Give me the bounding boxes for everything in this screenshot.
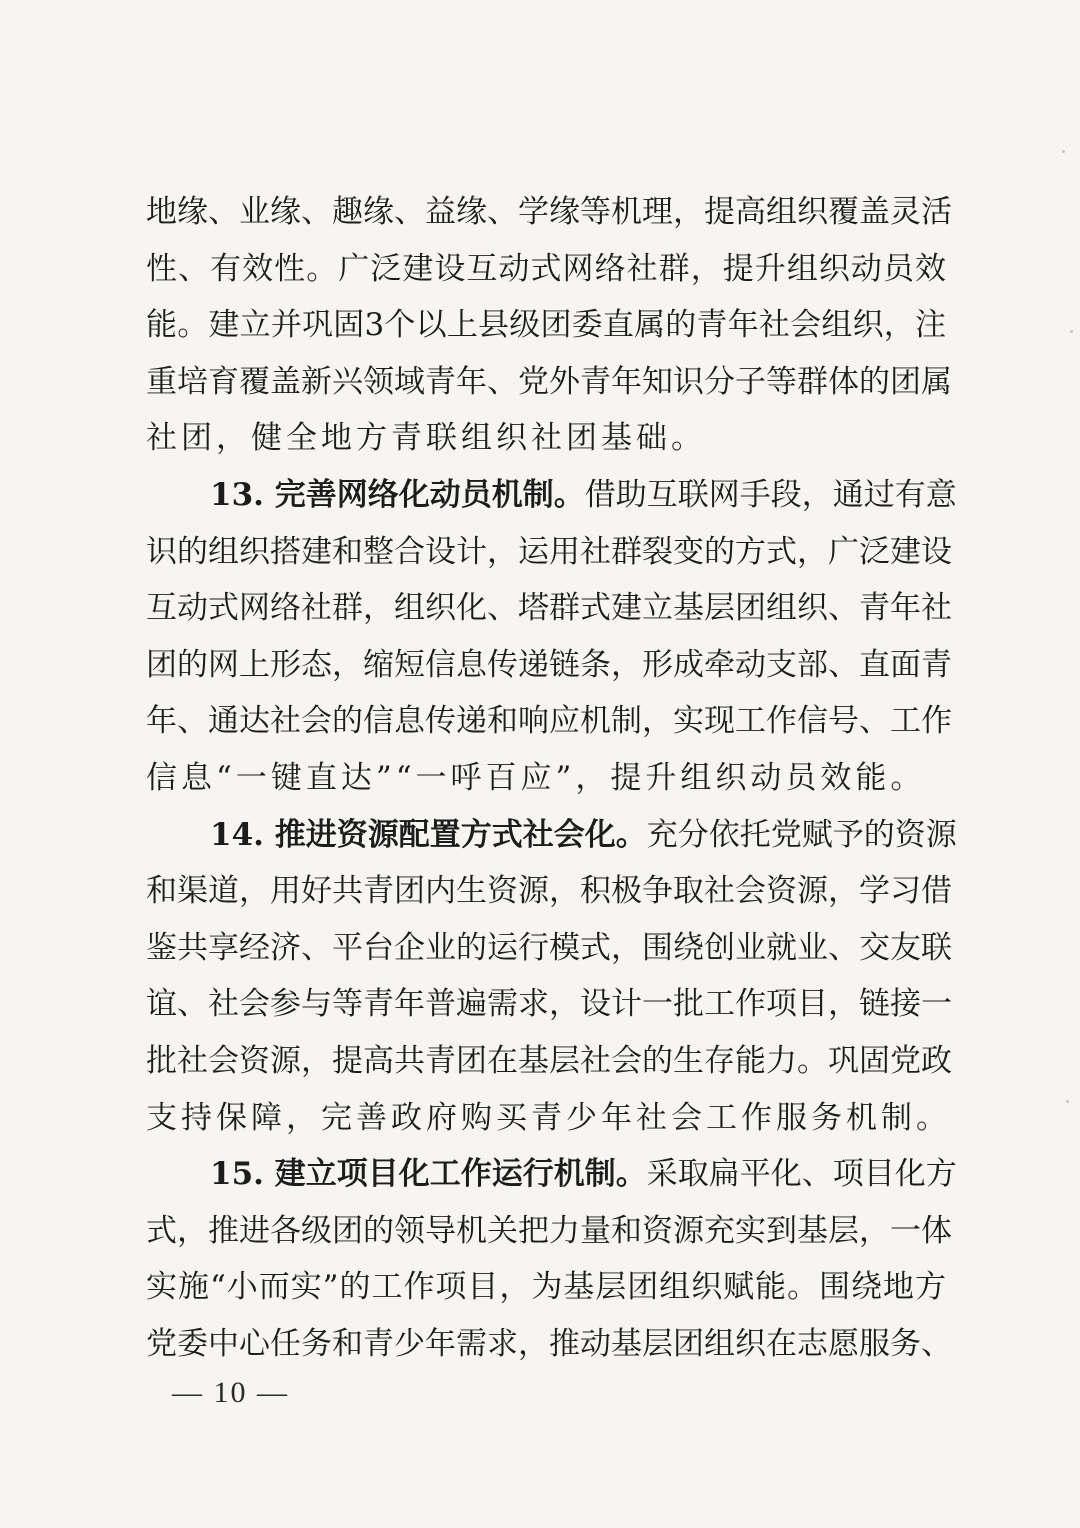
section-first-line	[146, 1146, 957, 1203]
paragraph-text: 信息“一键直达”“一呼百应”，提升组织动员效能。	[146, 759, 926, 796]
paragraph-text: 采取扁平化、项目化方	[646, 1156, 957, 1193]
body-text-line	[146, 976, 952, 1033]
body-text-line	[146, 863, 952, 920]
paragraph-text: 和渠道，用好共青团内生资源，积极争取社会资源，学习借	[146, 873, 952, 910]
section-first-line	[146, 467, 957, 524]
document-body	[146, 184, 957, 1372]
paragraph-text: 借助互联网手段，通过有意	[584, 476, 957, 513]
paragraph-text: 实施“小而实”的工作项目，为基层团组织赋能。围绕地方	[146, 1269, 946, 1306]
body-text-line	[146, 1090, 951, 1147]
paragraph-text: 充分依托党赋予的资源	[646, 816, 957, 853]
body-text-line	[146, 241, 946, 298]
paragraph-text: 性、有效性。广泛建设互动式网络社群，提升组织动员效	[146, 250, 946, 287]
paragraph-text: 重培育覆盖新兴领域青年、党外青年知识分子等群体的团属	[146, 363, 952, 400]
scan-speck	[1066, 1100, 1069, 1103]
paragraph-text: 年、通达社会的信息传递和响应机制，实现工作信号、工作	[146, 703, 952, 740]
body-text-line	[146, 580, 952, 637]
body-text-line	[146, 1203, 952, 1260]
section-heading: 15. 建立项目化工作运行机制。	[210, 1156, 647, 1193]
body-text-line	[146, 524, 952, 581]
section-first-line	[146, 807, 957, 864]
paragraph-text: 支持保障，完善政府购买青少年社会工作服务机制。	[146, 1099, 951, 1136]
paragraph-text: 地缘、业缘、趣缘、益缘、学缘等机理，提高组织覆盖灵活	[146, 194, 952, 230]
body-text-line	[146, 354, 952, 411]
section-heading: 14. 推进资源配置方式社会化。	[210, 816, 647, 853]
paragraph-text: 谊、社会参与等青年普遍需求，设计一批工作项目，链接一	[146, 986, 952, 1023]
body-text-line	[146, 1316, 952, 1373]
body-text-line	[146, 410, 946, 467]
paragraph-text: 社团，健全地方青联组织社团基础。	[146, 420, 706, 457]
paragraph-text: 团的网上形态，缩短信息传递链条，形成牵动支部、直面青	[146, 646, 952, 683]
paragraph-text: 批社会资源，提高共青团在基层社会的生存能力。巩固党政	[146, 1042, 952, 1079]
scan-speck	[1062, 150, 1065, 153]
paragraph-text: 鉴共享经济、平台企业的运行模式，围绕创业就业、交友联	[146, 929, 952, 966]
body-text-line	[146, 297, 946, 354]
body-text-line	[146, 920, 952, 977]
body-text-line	[146, 1259, 946, 1316]
scan-speck	[1070, 330, 1073, 333]
body-text-line	[146, 1033, 952, 1090]
page-number: — 10 —	[172, 1376, 289, 1409]
paragraph-text: 式，推进各级团的领导机关把力量和资源充实到基层，一体	[146, 1212, 952, 1249]
paragraph-text: 互动式网络社群，组织化、塔群式建立基层团组织、青年社	[146, 590, 952, 627]
paragraph-text: 党委中心任务和青少年需求，推动基层团组织在志愿服务、	[146, 1325, 952, 1362]
body-text-line	[146, 693, 952, 750]
paragraph-text: 识的组织搭建和整合设计，运用社群裂变的方式，广泛建设	[146, 533, 952, 570]
body-text-line	[146, 184, 952, 241]
body-text-line	[146, 750, 946, 807]
paragraph-text: 能。建立并巩固3个以上县级团委直属的青年社会组织，注	[146, 307, 946, 344]
body-text-line	[146, 637, 952, 694]
section-heading: 13. 完善网络化动员机制。	[210, 476, 585, 513]
